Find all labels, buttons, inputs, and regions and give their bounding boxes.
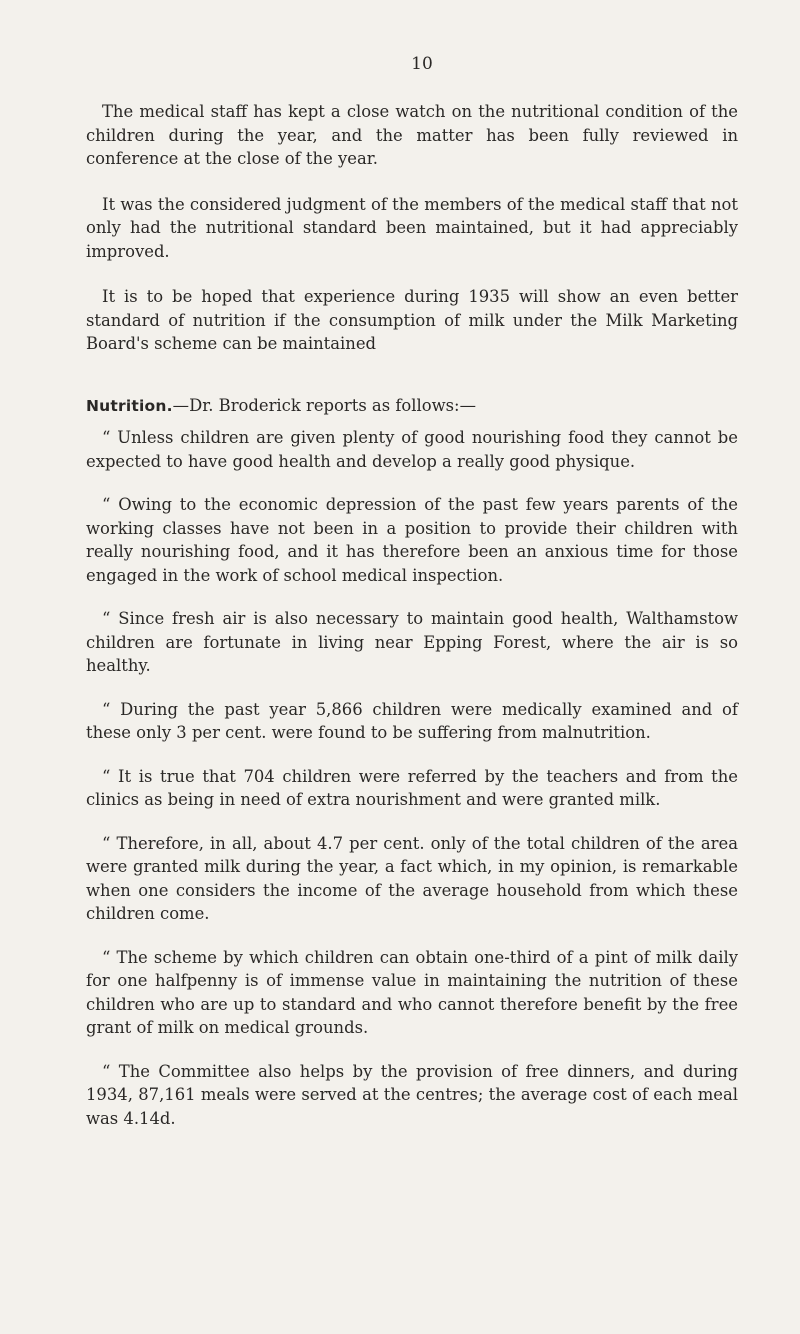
nutrition-heading-line	[86, 394, 738, 419]
quote-paragraph: “ It is true that 704 children were referred by the teachers and from the clinics as being in need of extra nourishment and were granted milk.	[86, 766, 738, 809]
paragraph-nutritional-watch: The medical staff has kept a close watch on the nutritional condition of the children during the year, and the matter has been fully reviewed in conference at the close of the year.	[86, 102, 738, 168]
quote-paragraph: “ Since fresh air is also necessary to maintain good health, Walthamstow children are fortunate in living near Epping Forest, where the air is so healthy.	[86, 609, 738, 675]
section-heading-nutrition: Nutrition.	[86, 396, 173, 415]
quote-paragraph: “ During the past year 5,866 children were medically examined and of these only 3 per cent. were found to be suffering from malnutrition.	[86, 699, 738, 742]
quote-paragraph: “ Therefore, in all, about 4.7 per cent. only of the total children of the area were granted milk during the year, a fact which, in my opinion, is remarkable when one considers the income of the average household from which these children come.	[86, 833, 738, 923]
nutrition-intro: —Dr. Broderick reports as follows:—	[172, 395, 476, 415]
quote-paragraph: “ Owing to the economic depression of the past few years parents of the working classes have not been in a position to provide their children with really nourishing food, and it has therefore been an anxious time for those engaged in the work of school medical inspection.	[86, 495, 738, 585]
page-number: 10	[411, 54, 433, 74]
paragraph-milk-scheme-hope: It is to be hoped that experience during 1935 will show an even better standard of nutrition if the consumption of milk under the Milk Marketing Board's scheme can be maintained	[86, 287, 738, 353]
quote-paragraph: “ The Committee also helps by the provision of free dinners, and during 1934, 87,161 meals were served at the centres; the average cost of each meal was 4.14d.	[86, 1061, 738, 1128]
paragraph-considered-judgment: It was the considered judgment of the members of the medical staff that not only had the nutritional standard been maintained, but it had appreciably improved.	[86, 194, 738, 261]
quote-paragraph: “ Unless children are given plenty of good nourishing food they cannot be expected to have good health and develop a really good physique.	[86, 428, 738, 471]
quote-paragraph: “ The scheme by which children can obtain one-third of a pint of milk daily for one halfpenny is of immense value in maintaining the nutrition of these children who are up to standard and who cannot therefore benefit by the free grant of milk on medical grounds.	[86, 947, 738, 1037]
